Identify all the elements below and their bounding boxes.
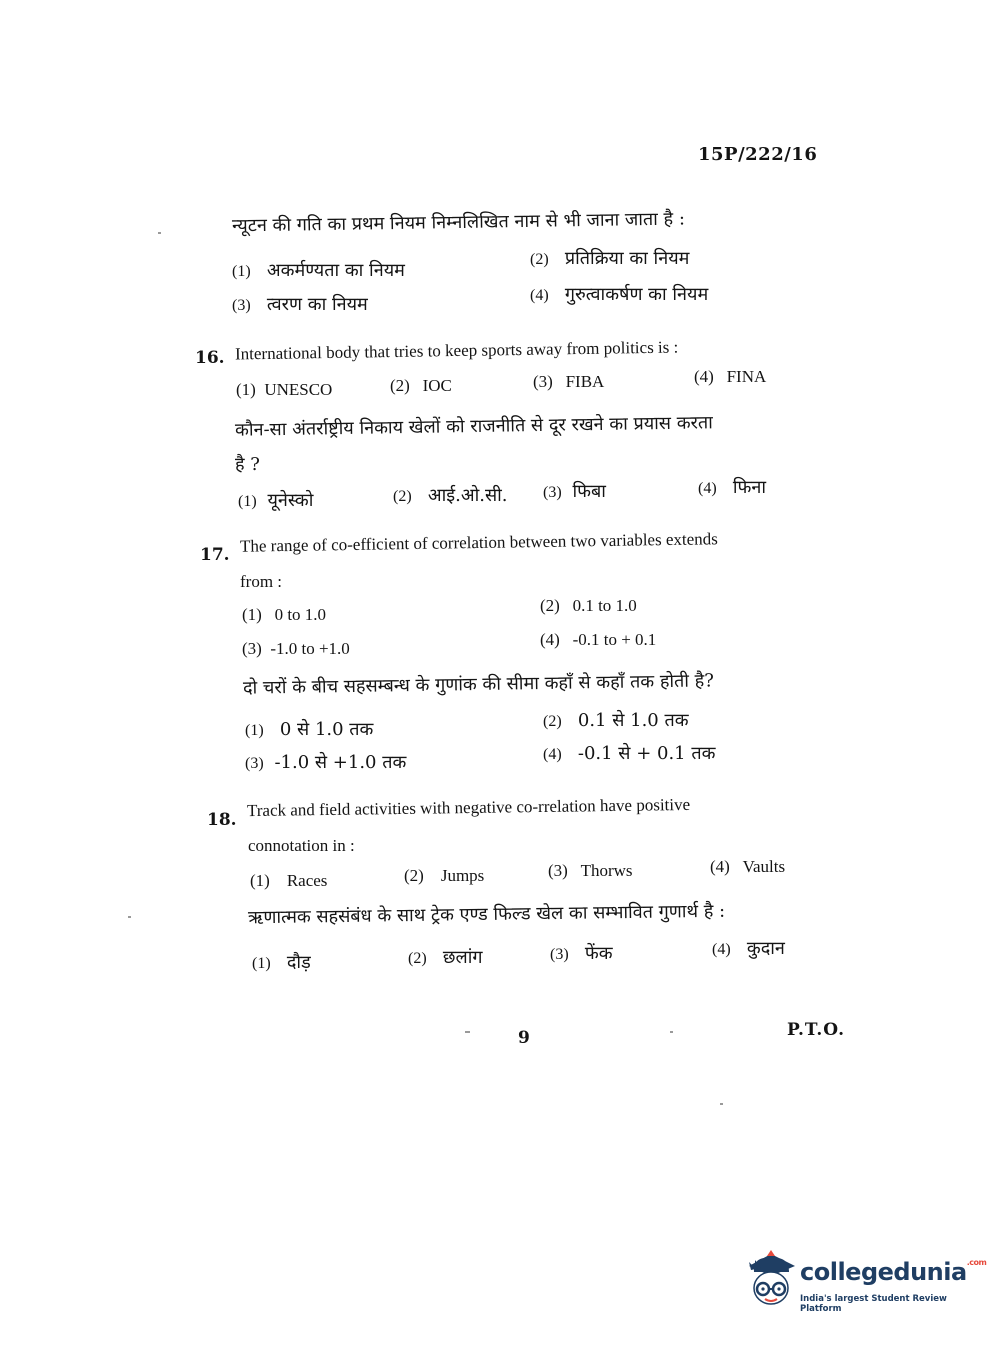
q18-hindi-option-3 <box>550 941 613 965</box>
option-number: (2) <box>408 950 427 967</box>
q18-stem-line1: Track and field activities with negative co-rrelation have positive <box>246 794 691 821</box>
option-number: (1) <box>252 955 271 972</box>
option-text: -1.0 to +1.0 <box>270 639 350 658</box>
option-number: (3) <box>242 639 262 658</box>
option-number: (3) <box>533 372 553 391</box>
option-number: (4) <box>710 857 730 876</box>
option-text: -0.1 से + 0.1 तक <box>577 743 716 764</box>
q16-option-1 <box>236 380 332 400</box>
option-text: त्वरण का नियम <box>266 294 368 315</box>
q16-hindi-stem-line2: है ? <box>235 454 260 475</box>
pto-label: P.T.O. <box>787 1020 845 1040</box>
brand-suffix: .com <box>966 1258 987 1267</box>
option-number: (1) <box>242 605 262 624</box>
mascot-icon <box>745 1248 797 1314</box>
option-number: (3) <box>232 297 251 314</box>
option-text: 0.1 से 1.0 तक <box>577 710 689 731</box>
option-number: (4) <box>540 630 560 649</box>
option-number: (3) <box>550 946 569 963</box>
option-text: गुरुत्वाकर्षण का नियम <box>564 284 709 305</box>
option-text: -1.0 से +1.0 तक <box>274 752 407 773</box>
option-text: अकर्मण्यता का नियम <box>266 260 405 281</box>
q18-option-4 <box>710 857 785 877</box>
option-number: (1) <box>232 263 251 280</box>
q16-number: 16. <box>195 348 225 368</box>
option-number: (4) <box>530 287 549 304</box>
q16-hindi-option-2 <box>393 483 508 507</box>
option-number: (2) <box>530 251 549 268</box>
option-text: छलांग <box>442 947 483 968</box>
option-text: फेंक <box>584 943 613 964</box>
scan-speck <box>158 232 161 234</box>
q17-number: 17. <box>200 545 230 565</box>
q17-hindi-option-2 <box>543 708 689 732</box>
option-text: IOC <box>422 376 452 395</box>
option-text: कुदान <box>746 938 785 959</box>
option-number: (2) <box>540 596 560 615</box>
option-number: (4) <box>694 367 714 386</box>
brand-text: collegedunia <box>800 1258 967 1286</box>
q18-hindi-option-2 <box>408 945 483 969</box>
scan-speck <box>720 1103 723 1105</box>
q17-option-4 <box>540 630 656 650</box>
option-text: दौड़ <box>286 952 311 973</box>
option-text: 0 से 1.0 तक <box>279 719 374 740</box>
paper-code: 15P/222/16 <box>698 144 818 165</box>
brand-name <box>800 1258 986 1286</box>
option-number: (3) <box>548 861 568 880</box>
option-text: FIBA <box>565 372 605 391</box>
page-number: 9 <box>518 1028 530 1048</box>
q17-hindi-stem: दो चरों के बीच सहसम्बन्ध के गुणांक की सीमा कहाँ से कहाँ तक होती है? <box>242 670 715 699</box>
q18-hindi-option-1 <box>252 950 311 974</box>
q17-hindi-option-4 <box>543 741 715 765</box>
q15-option-3 <box>232 292 368 316</box>
option-number: (1) <box>250 871 270 890</box>
q17-stem-line1: The range of co-efficient of correlation between two variables extends <box>239 529 718 556</box>
option-number: (2) <box>390 376 410 395</box>
option-text: फिना <box>732 477 767 498</box>
option-number: (2) <box>404 866 424 885</box>
q18-number: 18. <box>207 810 237 830</box>
option-text: Vaults <box>742 857 786 876</box>
brand-tagline: India's largest Student Review Platform <box>800 1294 947 1314</box>
option-number: (4) <box>712 941 731 958</box>
q18-hindi-option-4 <box>712 936 785 960</box>
option-text: -0.1 to + 0.1 <box>572 630 657 649</box>
option-text: आई.ओ.सी. <box>427 485 508 506</box>
q17-option-1 <box>242 605 326 625</box>
q18-stem-line2: connotation in : <box>248 836 355 855</box>
scan-speck <box>670 1031 673 1033</box>
q18-option-1 <box>250 871 327 891</box>
option-number: (4) <box>698 480 717 497</box>
q17-hindi-option-1 <box>245 717 373 741</box>
option-number: (2) <box>393 488 412 505</box>
q18-hindi-stem: ऋणात्मक सहसंबंध के साथ ट्रेक एण्ड फिल्ड खेल का सम्भावित गुणार्थ है : <box>247 900 726 929</box>
scan-speck <box>465 1031 470 1033</box>
q16-option-2 <box>390 376 452 396</box>
option-text: Jumps <box>440 866 485 885</box>
option-text: यूनेस्को <box>267 490 314 511</box>
q17-option-2 <box>540 596 637 616</box>
option-number: (2) <box>543 713 562 730</box>
option-text: 0 to 1.0 <box>274 605 327 624</box>
option-text: Thorws <box>580 861 633 880</box>
q16-hindi-option-4 <box>698 475 766 499</box>
q16-hindi-stem-line1: कौन-सा अंतर्राष्ट्रीय निकाय खेलों को राजनीति से दूर रखने का प्रयास करता <box>234 412 714 441</box>
q17-option-3 <box>242 639 350 659</box>
option-number: (1) <box>245 722 264 739</box>
collegedunia-logo <box>745 1248 987 1318</box>
q15-hindi-stem: न्यूटन की गति का प्रथम नियम निम्नलिखित नाम से भी जाना जाता है : <box>231 208 686 237</box>
q16-stem: International body that tries to keep sports away from politics is : <box>234 337 679 364</box>
option-text: FINA <box>726 367 767 386</box>
option-number: (3) <box>245 755 264 772</box>
option-number: (1) <box>236 380 256 399</box>
q17-hindi-option-3 <box>245 750 406 774</box>
q18-option-2 <box>404 866 484 886</box>
q17-stem-line2: from : <box>240 572 283 591</box>
option-number: (3) <box>543 484 562 501</box>
q16-hindi-option-3 <box>543 479 606 503</box>
q16-option-3 <box>533 372 604 392</box>
q15-option-2 <box>530 246 689 270</box>
q18-option-3 <box>548 861 633 881</box>
option-text: 0.1 to 1.0 <box>572 596 637 615</box>
option-text: फिबा <box>572 481 606 502</box>
option-text: प्रतिक्रिया का नियम <box>564 248 690 269</box>
q16-option-4 <box>694 367 766 387</box>
option-text: UNESCO <box>264 380 333 399</box>
scan-speck <box>128 916 131 918</box>
q15-option-1 <box>232 258 405 282</box>
option-number: (1) <box>238 493 257 510</box>
option-number: (4) <box>543 746 562 763</box>
option-text: Races <box>286 871 328 890</box>
q15-option-4 <box>530 282 708 306</box>
q16-hindi-option-1 <box>238 488 313 512</box>
